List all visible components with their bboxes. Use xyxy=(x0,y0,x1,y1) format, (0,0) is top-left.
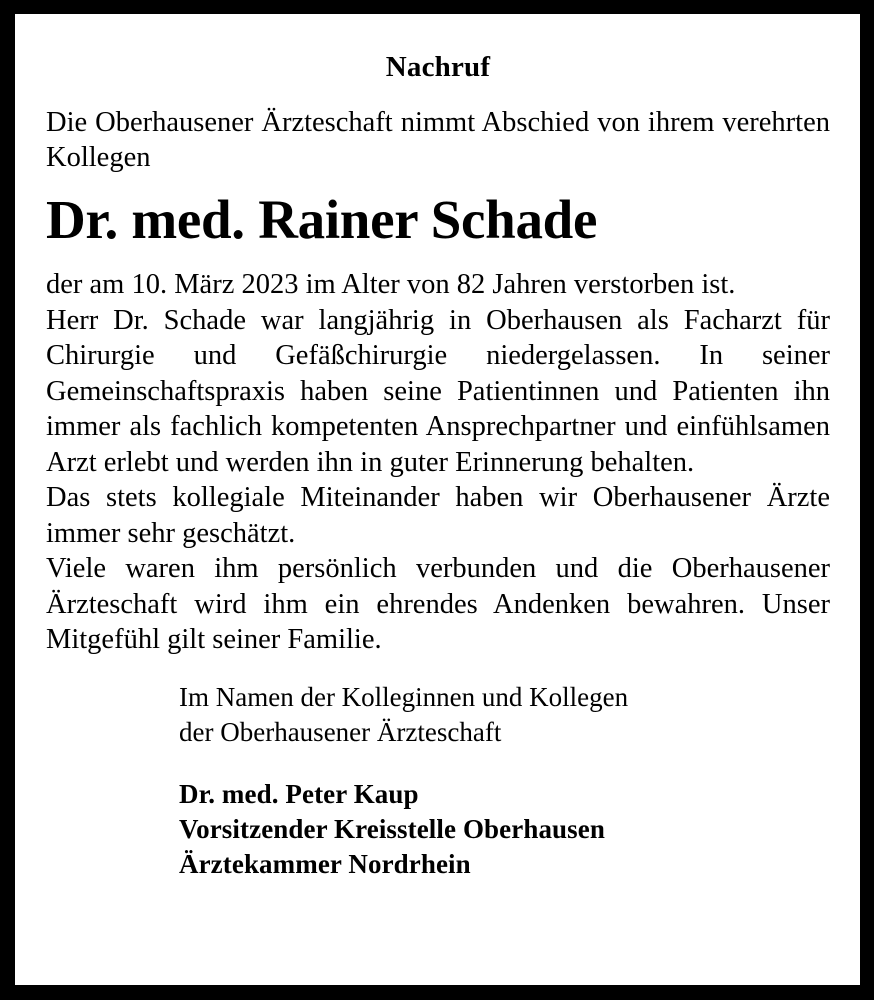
signer-organization: Ärztekammer Nordrhein xyxy=(179,848,471,879)
signer-role: Vorsitzender Kreisstelle Oberhausen xyxy=(179,813,605,844)
on-behalf-line-1: Im Namen der Kolleginnen und Kollegen xyxy=(179,681,629,712)
on-behalf-line-2: der Oberhausener Ärzteschaft xyxy=(179,716,502,747)
obituary-body xyxy=(46,105,830,658)
tribute-paragraph: Herr Dr. Schade war langjährig in Oberhausen als Facharzt für Chirurgie und Gefäßchirurgie niedergelassen. In seiner Gemeinschaftspraxis haben seine Patientinnen und Patienten ihn immer als fachlich kompetenten Ansprechpartner und einfühlsamen Arzt erlebt und werden ihn in guter Erinnerung behalten. xyxy=(46,304,830,478)
intro-paragraph: Die Oberhausener Ärzteschaft nimmt Abschied von ihrem verehrten Kollegen xyxy=(46,106,830,174)
signer-details xyxy=(179,777,830,882)
closing-paragraph: Viele waren ihm persönlich verbunden und die Oberhausener Ärzteschaft wird ihm ein ehrendes Andenken bewahren. Unser Mitgefühl gilt seiner Familie. xyxy=(46,553,830,656)
page-title: Nachruf xyxy=(385,51,491,83)
signature-block xyxy=(46,680,830,882)
signer-name: Dr. med. Peter Kaup xyxy=(179,778,419,809)
deceased-name: Dr. med. Rainer Schade xyxy=(46,188,598,250)
collegiality-paragraph: Das stets kollegiale Miteinander haben wir Oberhausener Ärzte immer sehr geschätzt. xyxy=(46,482,830,549)
death-paragraph: der am 10. März 2023 im Alter von 82 Jahren verstorben ist. xyxy=(46,269,736,301)
obituary-card xyxy=(15,14,860,985)
